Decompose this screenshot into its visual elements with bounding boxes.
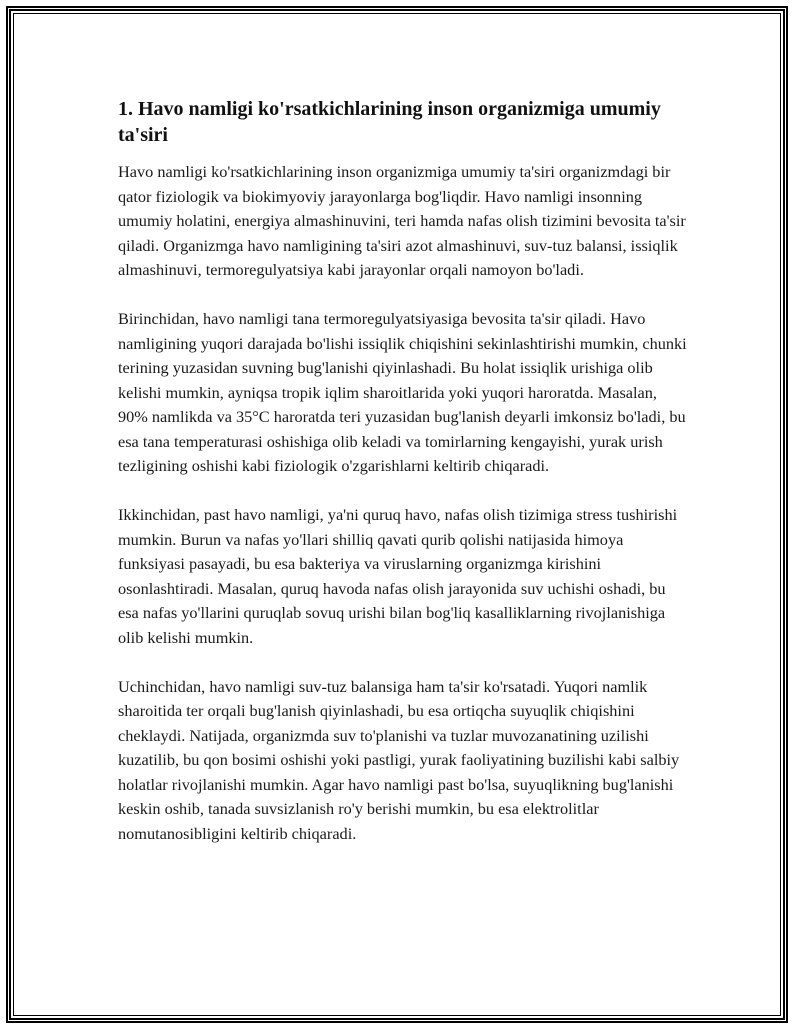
- document-body: [118, 96, 688, 871]
- section-heading: 1. Havo namligi ko'rsatkichlarining inson organizmiga umumiy ta'siri: [118, 98, 661, 146]
- paragraph-water-salt-balance: Uchinchidan, havo namligi suv-tuz balansiga ham ta'sir ko'rsatadi. Yuqori namlik sharoitida ter orqali bug'lanish qiyinlashadi, bu esa ortiqcha suyuqlik chiqishini cheklaydi. Natijada, organizmda suv to'planishi va tuzlar muvozanatining uzilishi kuzatilib, bu qon bosimi oshishi yoki pastligi, yurak faoliyatining buzilishi kabi salbiy holatlar rivojlanishi mumkin. Agar havo namligi past bo'lsa, suyuqlikning bug'lanishi keskin oshib, tanada suvsizlanish ro'y berishi mumkin, bu esa elektrolitlar nomutanosibligini keltirib chiqaradi.: [118, 676, 680, 843]
- paragraph-dry-air: Ikkinchidan, past havo namligi, ya'ni quruq havo, nafas olish tizimiga stress tushirishi mumkin. Burun va nafas yo'llari shilliq qavati qurib qolishi natijasida himoya funksiyasi pasayadi, bu esa bakteriya va viruslarning organizmga kirishini osonlashtiradi. Masalan, quruq havoda nafas olish jarayonida suv uchishi oshadi, bu esa nafas yo'llarini quruqlab sovuq urishi bilan bog'liq kasalliklarning rivojlanishiga olib kelishi mumkin.: [118, 505, 678, 647]
- paragraph-intro: Havo namligi ko'rsatkichlarining inson organizmiga umumiy ta'siri organizmdagi bir qator fiziologik va biokimyoviy jarayonlarga bog'liqdir. Havo namligi insonning umumiy holatini, energiya almashinuvini, teri hamda nafas olish tizimini bevosita ta'sir qiladi. Organizmga havo namligining ta'siri azot almashinuvi, suv-tuz balansi, issiqlik almashinuvi, termoregulyatsiya kabi jarayonlar orqali namoyon bo'ladi.: [118, 162, 686, 279]
- paragraph-thermoregulation: Birinchidan, havo namligi tana termoregulyatsiyasiga bevosita ta'sir qiladi. Havo namligining yuqori darajada bo'lishi issiqlik chiqishini sekinlashtirishi mumkin, chunki terining yuzasidan suvning bug'lanishi qiyinlashadi. Bu holat issiqlik urishiga olib kelishi mumkin, ayniqsa tropik iqlim sharoitlarida yoki yuqori haroratda. Masalan, 90% namlikda va 35°C haroratda teri yuzasidan bug'lanish deyarli imkonsiz bo'ladi, bu esa tana temperaturasi oshishiga olib keladi va tomirlarning kengayishi, yurak urish tezligining oshishi kabi fiziologik o'zgarishlarni keltirib chiqaradi.: [118, 309, 687, 475]
